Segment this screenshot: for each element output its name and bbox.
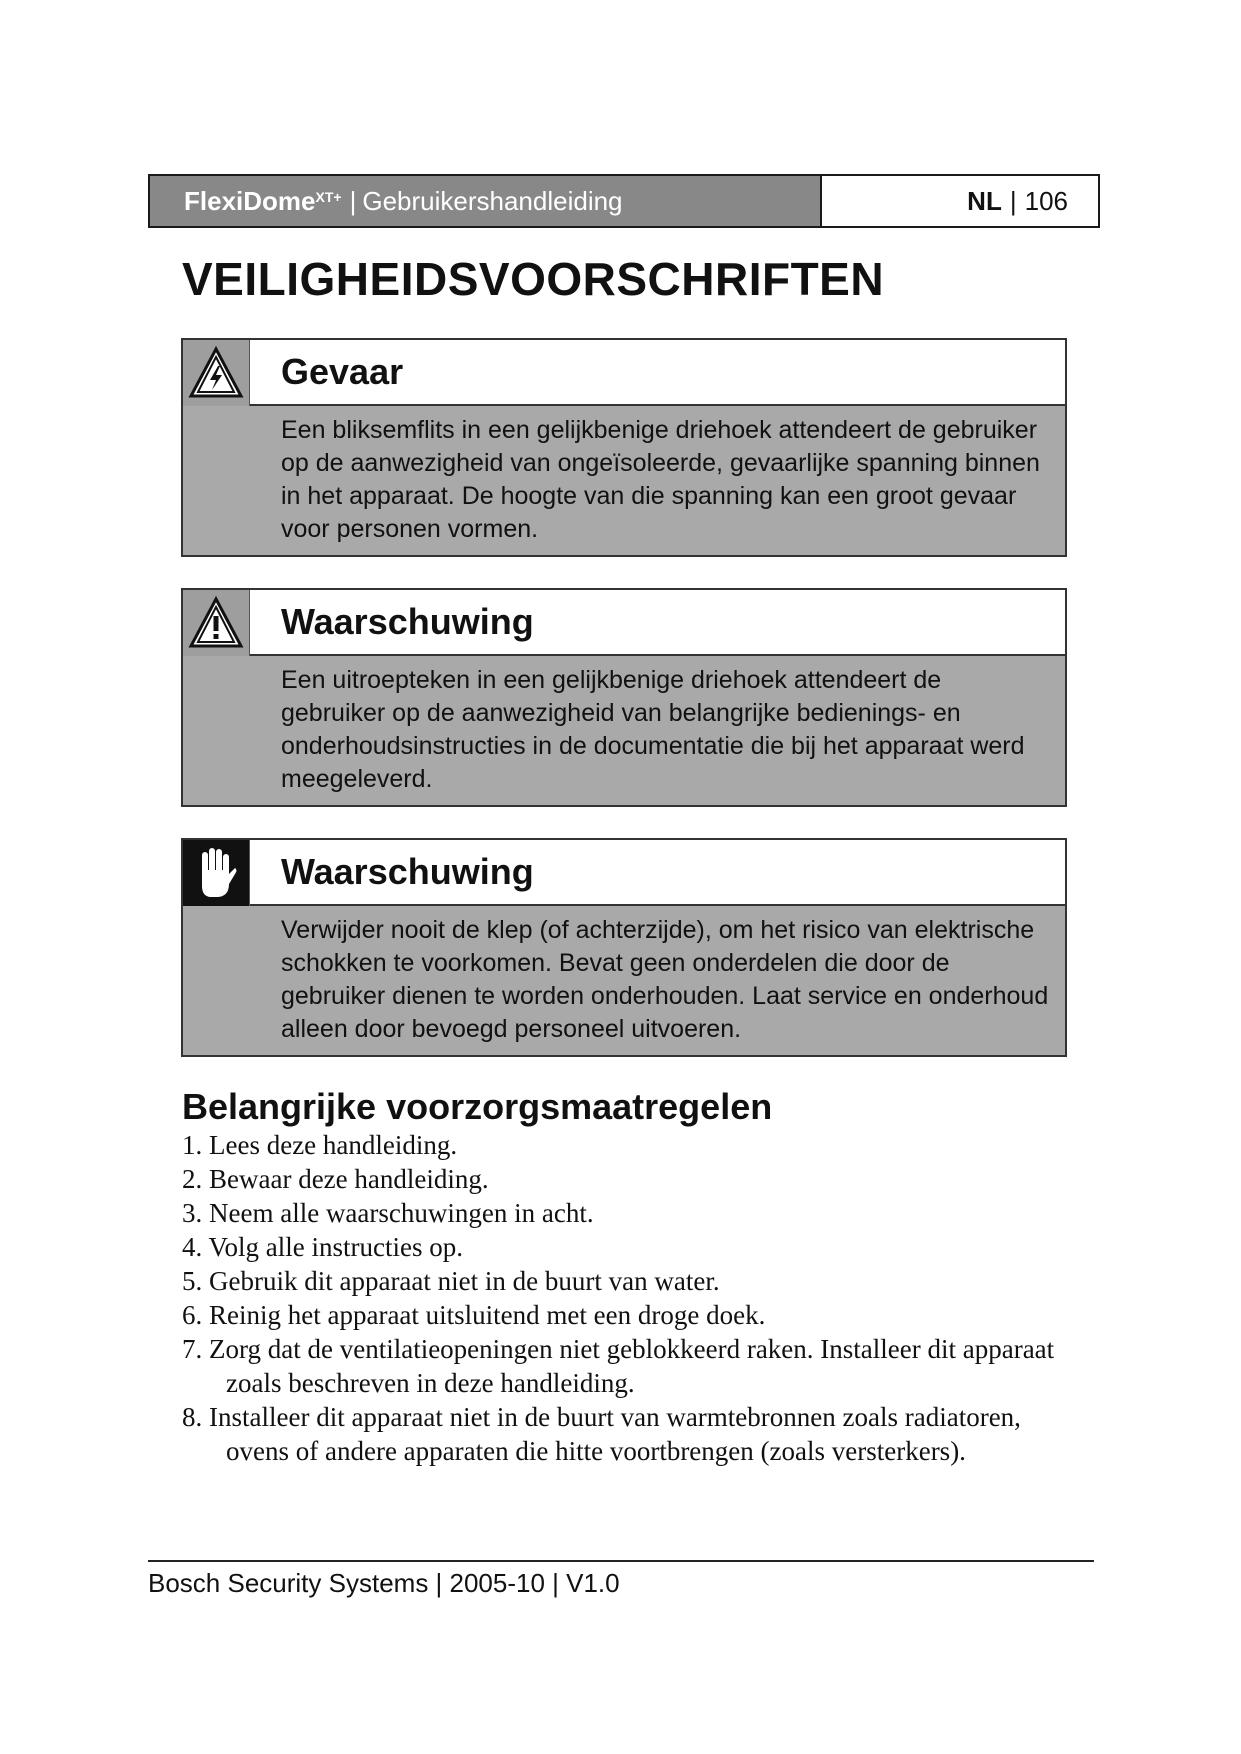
exclamation-triangle-icon bbox=[188, 596, 244, 650]
precautions-list bbox=[182, 1128, 1062, 1468]
brand-name: FlexiDome bbox=[184, 185, 316, 216]
page-number: 106 bbox=[1024, 185, 1068, 216]
list-item: 2. Bewaar deze handleiding. bbox=[182, 1164, 489, 1194]
caution-notice bbox=[181, 838, 1067, 1057]
notice-text: Verwijder nooit de klep (of achterzijde), om het risico van elektrische schokken te voorkomen. Bevat geen onderdelen die door de gebruiker dienen te worden onderhouden. Laat service en onderhoud alleen door bevoegd personeel uitvoeren. bbox=[281, 916, 1049, 1043]
header-page-info bbox=[820, 176, 1098, 226]
notice-title: Waarschuwing bbox=[249, 840, 1065, 906]
doc-type: Gebruikershandleiding bbox=[362, 185, 623, 216]
list-item: 4. Volg alle instructies op. bbox=[182, 1232, 463, 1262]
list-item: 3. Neem alle waarschuwingen in acht. bbox=[182, 1198, 594, 1228]
notice-icon-cell bbox=[183, 840, 250, 906]
brand-superscript: XT+ bbox=[315, 189, 342, 205]
list-item: 5. Gebruik dit apparaat niet in de buurt van water. bbox=[182, 1266, 720, 1296]
header-title-area bbox=[150, 176, 820, 226]
header-separator: | bbox=[349, 185, 357, 216]
notice-text: Een uitroepteken in een gelijkbenige driehoek attendeert de gebruiker op de aanwezigheid van belangrijke bedienings- en onderhoudsinstructies in de documentatie die bij het apparaat werd meegeleverd. bbox=[281, 666, 1025, 793]
danger-notice bbox=[181, 338, 1067, 557]
page-info-separator: | bbox=[1009, 185, 1017, 216]
page-header bbox=[148, 174, 1100, 228]
notice-title: Gevaar bbox=[249, 340, 1065, 406]
page-title: VEILIGHEIDSVOORSCHRIFTEN bbox=[182, 253, 885, 305]
list-item: 8. Installeer dit apparaat niet in de buurt van warmtebronnen zoals radiatoren, ovens of andere apparaten die hitte voortbrengen (zoals versterkers). bbox=[182, 1402, 1021, 1466]
warning-notice bbox=[181, 588, 1067, 807]
list-item: 7. Zorg dat de ventilatieopeningen niet geblokkeerd raken. Installeer dit apparaat zoals beschreven in deze handleiding. bbox=[182, 1334, 1055, 1398]
language-code: NL bbox=[967, 185, 1002, 216]
notice-icon-cell bbox=[183, 590, 250, 656]
section-heading: Belangrijke voorzorgsmaatregelen bbox=[182, 1086, 773, 1127]
list-item: 6. Reinig het apparaat uitsluitend met een droge doek. bbox=[182, 1300, 766, 1330]
notice-icon-cell bbox=[183, 340, 250, 406]
page-footer: Bosch Security Systems | 2005-10 | V1.0 bbox=[148, 1568, 620, 1598]
notice-title: Waarschuwing bbox=[249, 590, 1065, 656]
notice-text: Een bliksemflits in een gelijkbenige driehoek attendeert de gebruiker op de aanwezigheid van ongeïsoleerde, gevaarlijke spanning binnen in het apparaat. De hoogte van die spanning kan een groot gevaar voor personen vormen. bbox=[281, 416, 1040, 543]
footer-divider bbox=[148, 1560, 1094, 1562]
lightning-triangle-icon bbox=[188, 346, 244, 400]
stop-hand-icon bbox=[194, 846, 238, 900]
list-item: 1. Lees deze handleiding. bbox=[182, 1130, 458, 1160]
